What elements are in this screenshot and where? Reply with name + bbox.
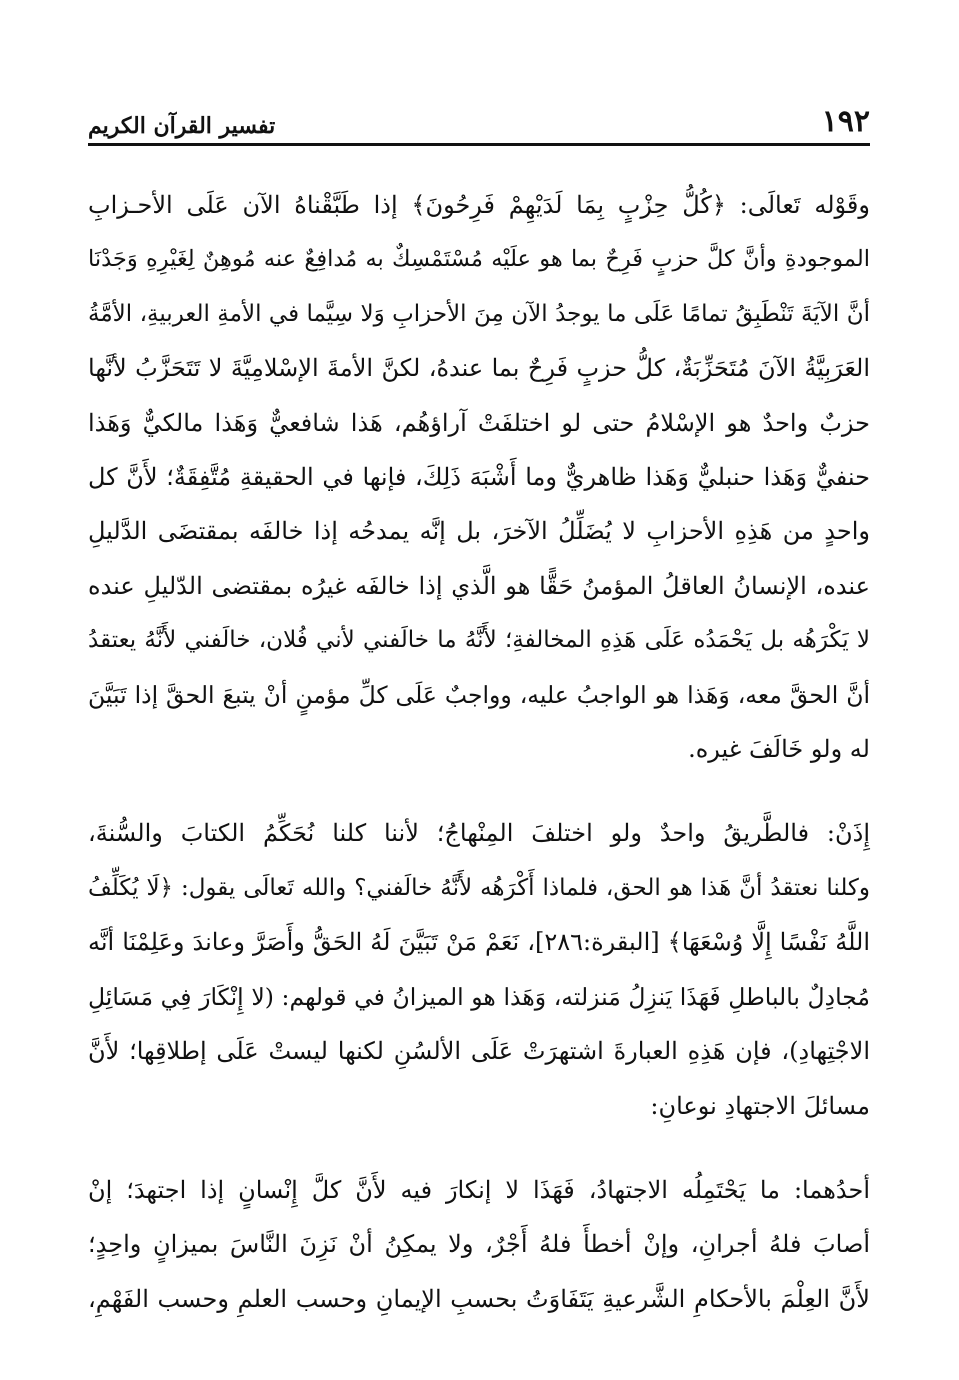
page-body [88, 178, 870, 1326]
paragraph-2 [88, 806, 870, 1132]
page-number: ١٩٢ [821, 104, 870, 139]
text-line: عنده، الإنسانُ العاقلُ المؤمنُ حَقًّا هو الَّذي إذا خالفَه غيرُه بمقتضى الدّليلِ عنده [88, 571, 870, 600]
text-line: مُجادِلٌ بالباطلِ فَهَذَا يَنزِلُ مَنزلته، وَهَذا هو الميزانُ في قولهم: (لا إِنْكَارَ فِي مَسَائِلِ [88, 982, 870, 1011]
paragraph-3 [88, 1163, 870, 1326]
page-header [88, 96, 870, 146]
text-line: الموجودةِ وأنَّ كلَّ حزبٍ فَرِحٌ بما هو علَيْه مُسْتَمْسِكٌ به مُدافِعٌ عنه مُوهِنٌ لِغَيْرِهِ وَجَدْنَا [88, 246, 870, 273]
text-line: اللَّهُ نَفْسًا إِلَّا وُسْعَهَا﴾ [البقرة:٢٨٦]، نَعَمْ مَنْ تَبَيَّنَ لَهُ الحَقُّ وأَصَرَّ وعاندَ وعَلِمْنَا أنَّه [88, 928, 870, 957]
text-line: لأَنَّ العِلْمَ بالأحكامِ الشَّرعيةِ يَتَفَاوَتُ بحسبِ الإيمانِ وحسب العلمِ وحسب الفَهْمِ، [88, 1284, 870, 1313]
text-line: أصابَ فلهُ أجرانِ، وإنْ أخطأَ فلهُ أَجْرٌ، ولا يمكِنُ أنْ نَزِنَ النَّاسَ بميزانٍ واحِدٍ؛ [88, 1230, 870, 1259]
text-line: واحدٍ من هَذِهِ الأحزابِ لا يُضَلِّلُ الآخرَ، بل إنَّه يمدحُه إذا خالفَه بمقتضَى الدَّليلِ [88, 517, 870, 546]
text-line: أنَّ الآيَةَ تَنْطَبِقُ تمامًا عَلَى ما يوجدُ الآن مِنَ الأحزابِ وَلا سِيَّما في الأمةِ العربيةِ، الأمَّةُ [88, 300, 870, 327]
text-line: إِذَنْ: فالطَّريقُ واحدٌ ولو اختلفَ المِنْهاجُ؛ لأننا كلنا نُحَكِّمُ الكتابَ والسُّنةَ، [88, 819, 870, 848]
text-line: الاجْتِهادِ)، فإن هَذِهِ العبارةَ اشتهرَتْ عَلَى الألسُنِ لكنها ليستْ عَلَى إطلاقِها؛ لأَنَّ [88, 1037, 870, 1066]
text-line: وكلنا نعتقدُ أنَّ هَذا هو الحق، فلماذا أَكْرَهُه لأَنَّهُ خالَفني؟ والله تَعالَى يقول: ﴿لَا يُكَلِّفُ [88, 874, 870, 901]
text-line: حنفيٌّ وَهَذا حنبليٌّ وَهَذا ظاهريٌّ وما أَشْبَهَ ذَلِكَ، فإنها في الحقيقةِ مُتَّفِقَةٌ؛ لأَنَّ كل [88, 463, 871, 492]
text-line: أحدُهما: ما يَحْتَمِلُه الاجتهادُ، فَهَذَا لا إنكارَ فيه لأَنَّ كلَّ إِنْسانٍ إذا اجتهدَ؛ إنْ [88, 1175, 870, 1204]
text-line: أنَّ الحقَّ معه، وَهَذا هو الواجبُ عليه، وواجبٌ عَلَى كلِّ مؤمنٍ أنْ يتبعَ الحقَّ إذا تَبَيَّنَ [88, 680, 870, 709]
text-line: مسائلَ الاجتهادِ نوعانِ: [650, 1091, 870, 1120]
book-title: تفسير القرآن الكريم [88, 113, 276, 139]
text-line: وقَوْله تَعالَى: ﴿كُلُّ حِزْبٍ بِمَا لَدَيْهِمْ فَرِحُونَ﴾ إذا طَبَّقْناهُ الآن عَلَى الأحـزابِ [88, 191, 870, 219]
text-line: له ولو خَالَفَ غيره. [688, 735, 870, 764]
text-line: لا يَكْرَهُه بل يَحْمَدُه عَلَى هَذِهِ المخالفةِ؛ لأَنَّهُ ما خالَفني لأني فُلان، خالَفني لأَنَّهُ يعتقدُ [88, 627, 870, 654]
text-line: العَرَبِيَّةُ الآنَ مُتَحَزِّبَةٌ، كلُّ حزبٍ فَرِحٌ بما عندهُ، لكنَّ الأمةَ الإسْلامِيَّةَ لا تَتَحَزَّبُ لأنَّها [88, 354, 870, 383]
text-line: حزبٌ واحدٌ هو الإسْلامُ حتى لو اختلفَتْ آراؤهُم، هَذا شافعيٌّ وَهَذا مالكيٌّ وَهَذا [88, 408, 870, 437]
paragraph-1 [88, 178, 870, 776]
